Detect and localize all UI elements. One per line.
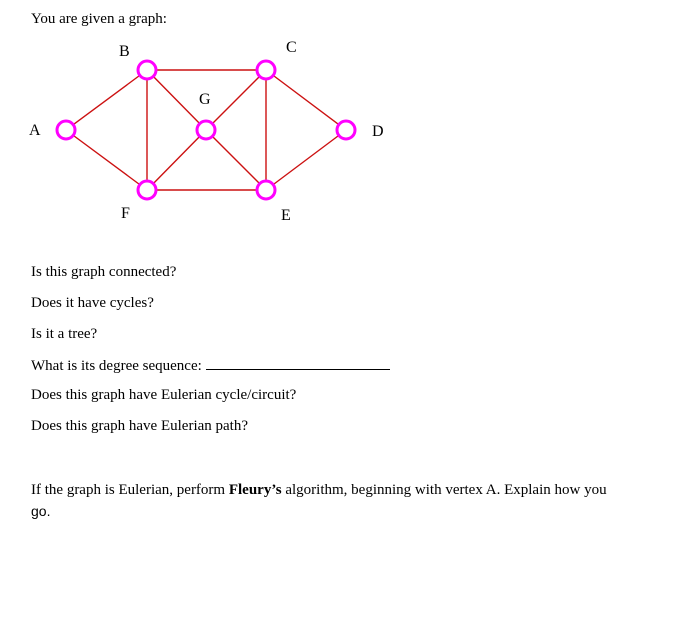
question-tree: Is it a tree? — [31, 326, 98, 342]
vertex-label-c: C — [286, 39, 297, 56]
vertex-label-e: E — [281, 207, 291, 224]
vertex-label-a: A — [29, 122, 41, 139]
vertex-f — [138, 181, 156, 199]
edge-a-f — [66, 130, 147, 190]
edge-g-c — [206, 70, 266, 130]
graph-diagram — [0, 0, 697, 240]
edge-g-e — [206, 130, 266, 190]
edge-g-f — [147, 130, 206, 190]
question-degree-sequence — [31, 357, 390, 375]
vertex-c — [257, 61, 275, 79]
vertex-label-d: D — [372, 123, 384, 140]
fleury-suffix: algorithm, beginning with vertex A. Explain how you — [281, 482, 607, 498]
question-cycles: Does it have cycles? — [31, 295, 154, 311]
fleury-prefix: If the graph is Eulerian, perform — [31, 482, 229, 498]
edge-a-b — [66, 70, 147, 130]
vertex-e — [257, 181, 275, 199]
question-connected: Is this graph connected? — [31, 264, 177, 280]
fleury-bold: Fleury’s — [228, 482, 282, 498]
fleury-instructions — [31, 480, 661, 523]
graph-nodes — [57, 61, 355, 199]
vertex-a — [57, 121, 75, 139]
vertex-label-b: B — [119, 43, 130, 60]
question-eulerian-cycle: Does this graph have Eulerian cycle/circuit? — [31, 387, 297, 403]
vertex-b — [138, 61, 156, 79]
vertex-label-f: F — [121, 205, 130, 222]
edge-e-d — [266, 130, 346, 190]
edge-b-g — [147, 70, 206, 130]
intro-text: You are given a graph: — [31, 11, 167, 27]
edge-c-d — [266, 70, 346, 130]
question-eulerian-path: Does this graph have Eulerian path? — [31, 418, 249, 434]
vertex-g — [197, 121, 215, 139]
vertex-label-g: G — [199, 91, 211, 108]
vertex-d — [337, 121, 355, 139]
degree-label: What is its degree sequence: — [31, 358, 202, 374]
answer-blank[interactable] — [206, 357, 390, 370]
fleury-tail: go. — [31, 503, 51, 519]
